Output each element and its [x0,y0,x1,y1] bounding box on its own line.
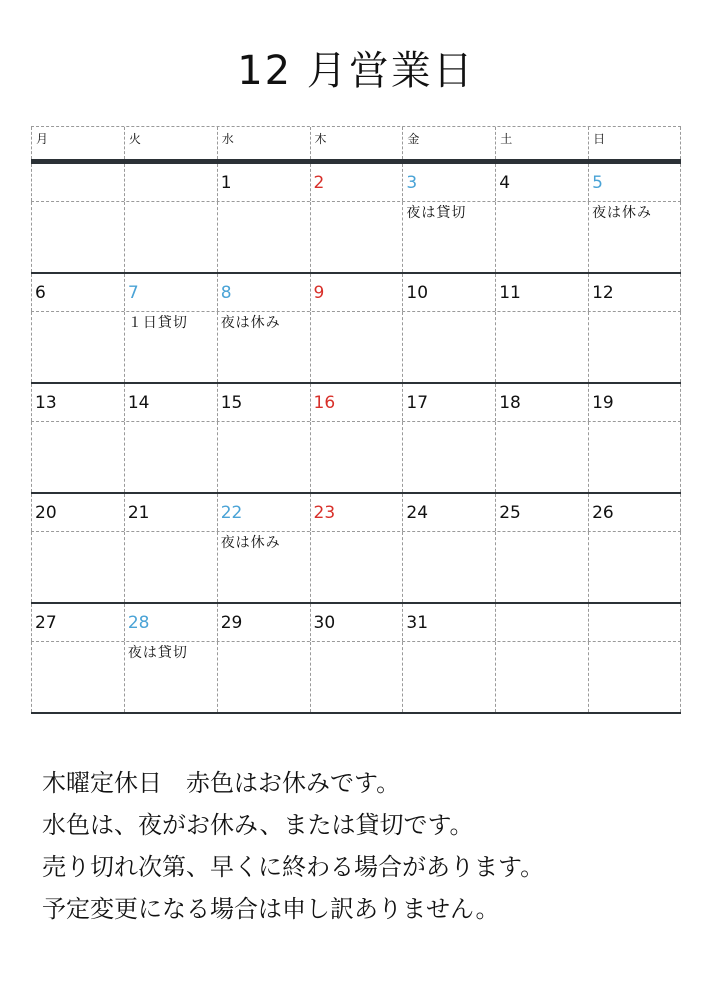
date-row [31,384,681,422]
date-number: 4 [495,164,588,201]
date-number: 22 [217,494,310,531]
calendar-grid [31,126,681,714]
day-note [402,312,495,382]
day-note: 夜は貸切 [402,202,495,272]
day-note [31,642,124,712]
date-number: 30 [310,604,403,641]
day-note [31,312,124,382]
day-note [495,422,588,492]
date-number [124,164,217,201]
date-number: 26 [588,494,681,531]
calendar-week-3 [31,384,681,494]
note-row [31,532,681,602]
date-row [31,164,681,202]
date-number: 2 [310,164,403,201]
date-number [31,164,124,201]
day-note [310,312,403,382]
notice-line: 売り切れ次第、早くに終わる場合があります。 [42,853,545,881]
date-number: 29 [217,604,310,641]
weekday-tue: 火 [124,127,217,159]
day-note: 夜は休み [217,312,310,382]
day-note [402,422,495,492]
day-note [495,532,588,602]
notice-line: 木曜定休日 赤色はお休みです。 [42,769,401,797]
day-note: 夜は貸切 [124,642,217,712]
day-note: 夜は休み [217,532,310,602]
date-row [31,604,681,642]
day-note [124,202,217,272]
weekday-wed: 水 [217,127,310,159]
note-row [31,642,681,712]
date-number: 8 [217,274,310,311]
day-note [310,422,403,492]
date-number: 18 [495,384,588,421]
day-note [402,532,495,602]
day-note [31,202,124,272]
day-note [588,422,681,492]
date-row [31,494,681,532]
date-number: 25 [495,494,588,531]
date-number: 7 [124,274,217,311]
calendar-week-2 [31,274,681,384]
date-number: 13 [31,384,124,421]
day-note [495,312,588,382]
page-title: 12 月営業日 [237,48,475,94]
day-note [588,532,681,602]
note-row [31,422,681,492]
day-note [495,642,588,712]
calendar-week-5 [31,604,681,714]
weekday-header [31,126,681,159]
day-note [31,532,124,602]
date-number: 23 [310,494,403,531]
notice-line: 予定変更になる場合は申し訳ありません。 [42,895,500,923]
day-note [310,532,403,602]
day-note [31,422,124,492]
date-number [588,604,681,641]
date-number: 11 [495,274,588,311]
date-number: 24 [402,494,495,531]
weekday-sat: 土 [495,127,588,159]
day-note [217,642,310,712]
date-number: 16 [310,384,403,421]
notice-text [42,762,544,930]
day-note [588,312,681,382]
date-number: 27 [31,604,124,641]
day-note [124,532,217,602]
day-note [588,642,681,712]
day-note [217,202,310,272]
day-note [124,422,217,492]
date-number: 15 [217,384,310,421]
notice-line: 水色は、夜がお休み、または貸切です。 [42,811,474,839]
date-number: 3 [402,164,495,201]
weekday-thu: 木 [310,127,403,159]
date-number: 1 [217,164,310,201]
note-row [31,202,681,272]
day-note: １日貸切 [124,312,217,382]
date-number: 19 [588,384,681,421]
date-number: 10 [402,274,495,311]
date-number: 20 [31,494,124,531]
day-note [310,202,403,272]
weekday-sun: 日 [588,127,681,159]
date-number [495,604,588,641]
date-row [31,274,681,312]
calendar-week-4 [31,494,681,604]
date-number: 6 [31,274,124,311]
date-number: 14 [124,384,217,421]
weekday-fri: 金 [402,127,495,159]
day-note [402,642,495,712]
calendar-week-1 [31,164,681,274]
day-note: 夜は休み [588,202,681,272]
weekday-mon: 月 [31,127,124,159]
note-row [31,312,681,382]
day-note [217,422,310,492]
day-note [310,642,403,712]
date-number: 21 [124,494,217,531]
date-number: 12 [588,274,681,311]
date-number: 5 [588,164,681,201]
date-number: 31 [402,604,495,641]
date-number: 17 [402,384,495,421]
date-number: 28 [124,604,217,641]
day-note [495,202,588,272]
date-number: 9 [310,274,403,311]
